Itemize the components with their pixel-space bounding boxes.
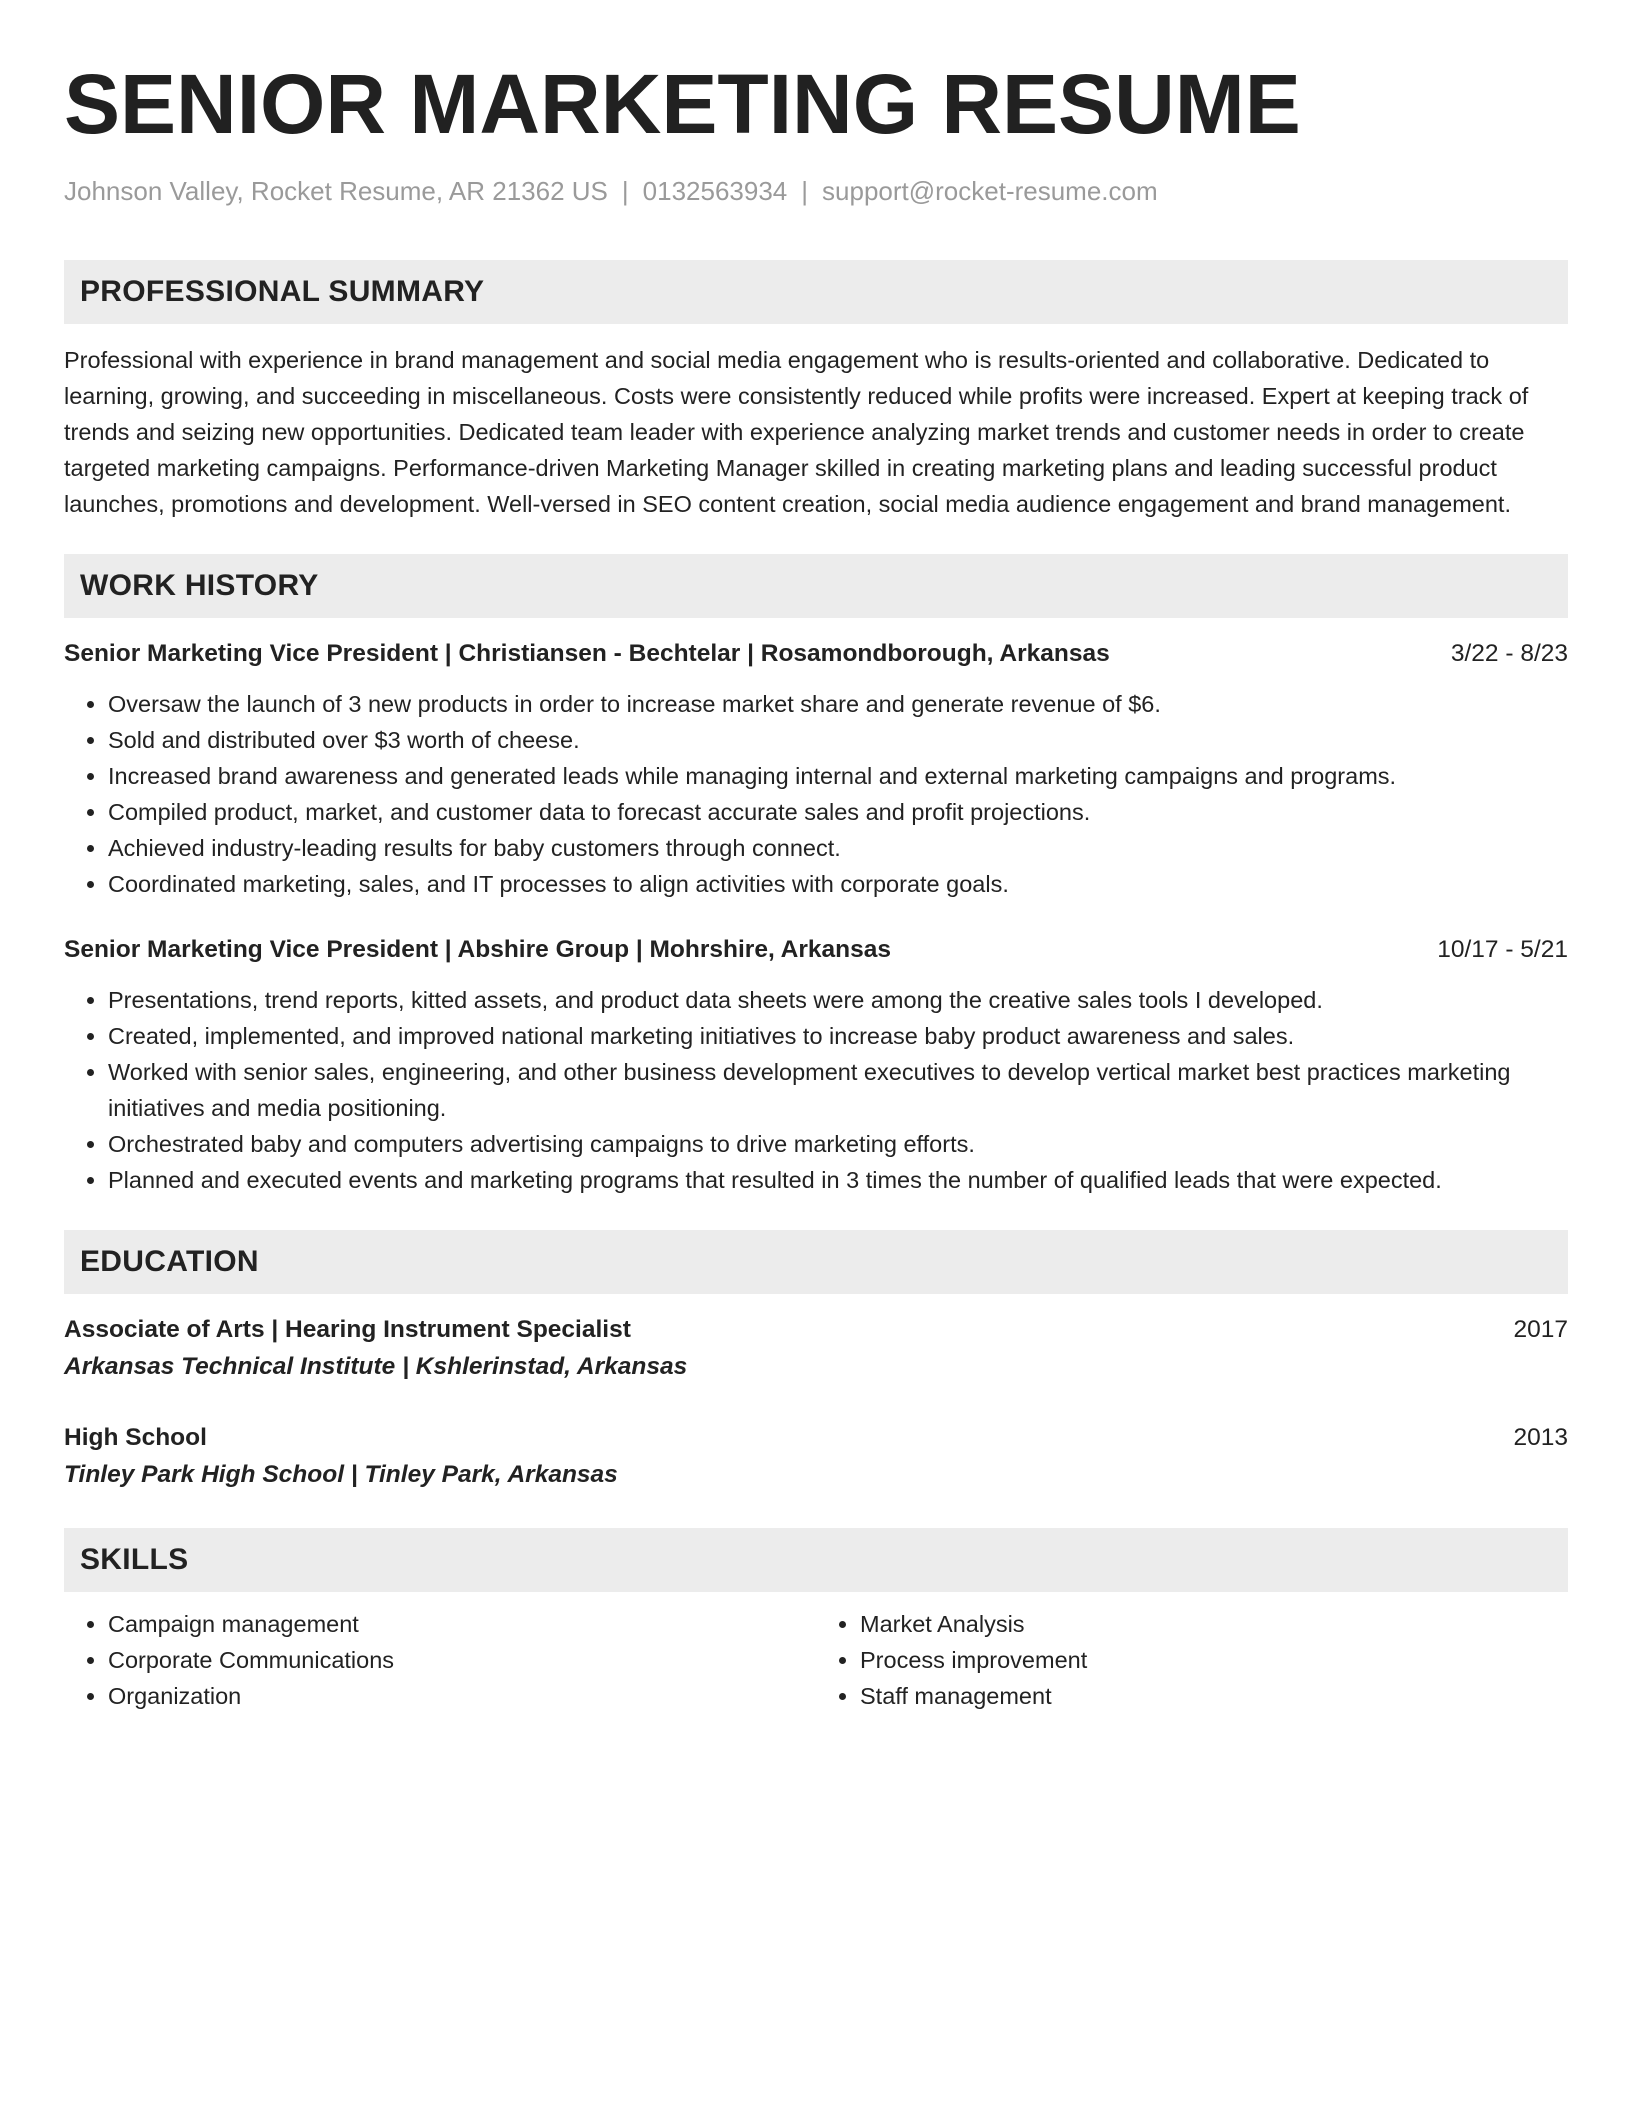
job-dates: 10/17 - 5/21 [1437, 936, 1568, 963]
education-degree: Associate of Arts | Hearing Instrument Specialist [64, 1316, 631, 1343]
contact-phone: 0132563934 [642, 176, 788, 206]
job-bullet: • Increased brand awareness and generated leads while managing internal and external marketing campaigns and programs. [108, 758, 1568, 794]
contact-separator: | [621, 176, 629, 206]
skill-item: • Campaign management [108, 1606, 816, 1642]
contact-address: Johnson Valley, Rocket Resume, AR 21362 US [64, 176, 608, 206]
job-bullet: • Oversaw the launch of 3 new products in order to increase market share and generate revenue of $6. [108, 686, 1568, 722]
job-bullet: • Worked with senior sales, engineering, and other business development executives to develop vertical market best practices marketing initiatives and media positioning. [108, 1054, 1568, 1126]
education-year: 2013 [1513, 1424, 1568, 1451]
skill-item: • Process improvement [860, 1642, 1568, 1678]
education-title-row [64, 1312, 1568, 1348]
job-entry [64, 932, 1568, 1198]
skills-column-left [64, 1606, 816, 1714]
job-bullets [64, 686, 1568, 902]
skills-column-right [816, 1606, 1568, 1714]
contact-separator: | [801, 176, 809, 206]
job-title: Senior Marketing Vice President | Abshire Group | Mohrshire, Arkansas [64, 936, 891, 963]
job-bullet: • Coordinated marketing, sales, and IT processes to align activities with corporate goals. [108, 866, 1568, 902]
section-header-education: EDUCATION [64, 1230, 1568, 1294]
education-school: Arkansas Technical Institute | Kshlerinstad, Arkansas [64, 1353, 688, 1380]
skill-item: • Organization [108, 1678, 816, 1714]
job-bullets [64, 982, 1568, 1198]
contact-email: support@rocket-resume.com [822, 176, 1158, 206]
section-header-work-history: WORK HISTORY [64, 554, 1568, 618]
job-bullet: • Created, implemented, and improved national marketing initiatives to increase baby product awareness and sales. [108, 1018, 1568, 1054]
skills-grid [64, 1606, 1568, 1714]
education-entry [64, 1312, 1568, 1386]
skill-item: • Market Analysis [860, 1606, 1568, 1642]
section-header-summary: PROFESSIONAL SUMMARY [64, 260, 1568, 324]
summary-text: Professional with experience in brand management and social media engagement who is results-oriented and collaborative. Dedicated to learning, growing, and succeeding in miscellaneous. Costs were consistently reduced while profits were increased. Expert at keeping track of trends and seizing new opportunities. Dedicated team leader with experience analyzing market trends and customer needs in order to create targeted marketing campaigns. Performance-driven Marketing Manager skilled in creating marketing plans and leading successful product launches, promotions and development. Well-versed in SEO content creation, social media audience engagement and brand management. [64, 347, 1529, 517]
job-bullet: • Sold and distributed over $3 worth of cheese. [108, 722, 1568, 758]
section-header-skills: SKILLS [64, 1528, 1568, 1592]
job-bullet: • Planned and executed events and marketing programs that resulted in 3 times the number of qualified leads that were expected. [108, 1162, 1568, 1198]
resume-title: SENIOR MARKETING RESUME [64, 57, 1301, 151]
job-title-row [64, 636, 1568, 672]
education-degree: High School [64, 1424, 207, 1451]
education-title-row [64, 1420, 1568, 1456]
contact-line [64, 174, 1568, 208]
education-year: 2017 [1513, 1316, 1568, 1343]
education-entry [64, 1420, 1568, 1494]
education-school: Tinley Park High School | Tinley Park, Arkansas [64, 1461, 618, 1488]
skill-item: • Corporate Communications [108, 1642, 816, 1678]
job-bullet: • Achieved industry-leading results for baby customers through connect. [108, 830, 1568, 866]
job-dates: 3/22 - 8/23 [1450, 640, 1568, 667]
job-title: Senior Marketing Vice President | Christiansen - Bechtelar | Rosamondborough, Arkansas [64, 640, 1110, 667]
job-title-row [64, 932, 1568, 968]
job-bullet: • Presentations, trend reports, kitted assets, and product data sheets were among the creative sales tools I developed. [108, 982, 1568, 1018]
job-bullet: • Compiled product, market, and customer data to forecast accurate sales and profit projections. [108, 794, 1568, 830]
job-bullet: • Orchestrated baby and computers advertising campaigns to drive marketing efforts. [108, 1126, 1568, 1162]
job-entry [64, 636, 1568, 902]
skill-item: • Staff management [860, 1678, 1568, 1714]
